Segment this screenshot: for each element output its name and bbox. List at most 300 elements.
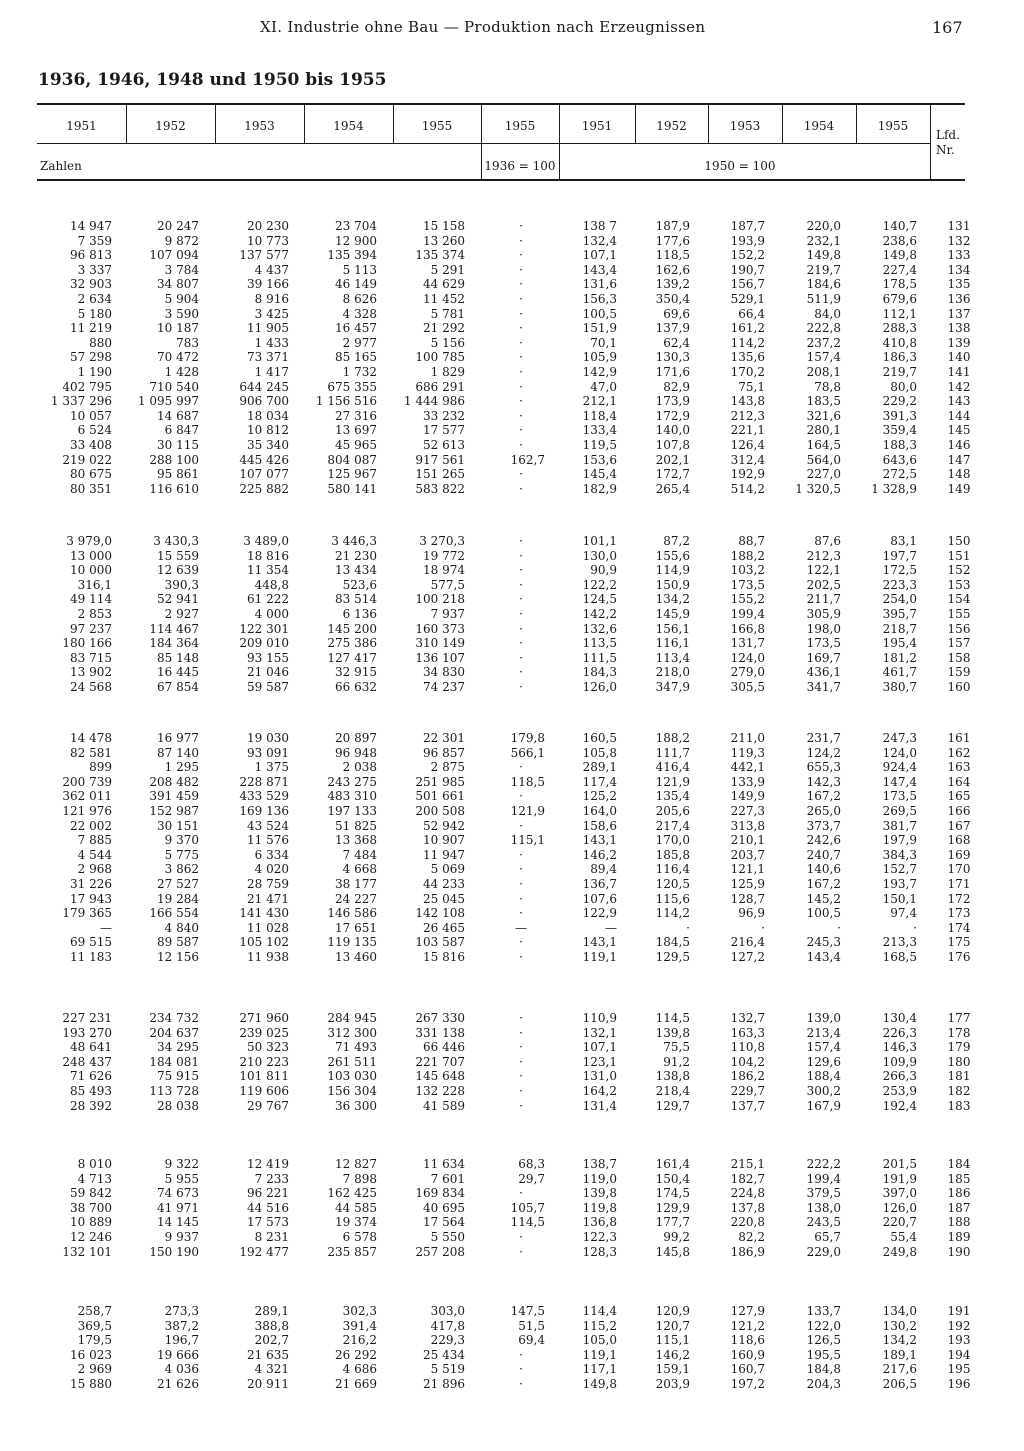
row-number: 183 — [947, 1098, 971, 1113]
table-cell: 82,2 — [738, 1230, 765, 1244]
table-cell: 199,4 — [806, 1171, 841, 1186]
table-cell: 258,7 — [77, 1304, 112, 1318]
table-cell: 25 434 — [423, 1347, 465, 1362]
table-cell: · — [519, 636, 523, 651]
table-cell: 142,9 — [582, 365, 617, 379]
table-cell: 205,6 — [655, 804, 690, 818]
table-cell: 119,1 — [582, 1347, 617, 1362]
table-cell: 192 477 — [239, 1244, 289, 1259]
table-cell: 13 000 — [70, 548, 112, 563]
table-cell: 2 634 — [77, 292, 112, 306]
table-cell: · — [519, 1347, 523, 1362]
table-cell: 120,5 — [655, 877, 690, 891]
row-number: 172 — [947, 891, 971, 906]
table-cell: 103,2 — [730, 563, 765, 578]
row-number: 186 — [947, 1186, 971, 1201]
table-cell: 156,7 — [730, 277, 765, 292]
table-cell: 50 323 — [247, 1040, 289, 1055]
table-cell: 6 334 — [254, 847, 289, 862]
table-cell: 253,9 — [882, 1084, 917, 1098]
table-cell: 6 524 — [77, 423, 112, 438]
table-cell: · — [519, 335, 523, 350]
table-cell: · — [519, 789, 523, 804]
table-cell: 186,3 — [882, 350, 917, 365]
table-cell: 120,7 — [655, 1318, 690, 1333]
table-cell: 305,9 — [806, 607, 841, 621]
table-cell: 11 576 — [247, 833, 289, 848]
table-cell: 151,9 — [582, 321, 617, 336]
row-number: 152 — [947, 563, 971, 578]
table-cell: 906 700 — [239, 394, 289, 409]
table-cell: 33 408 — [70, 438, 112, 452]
table-cell: 4 437 — [254, 262, 289, 277]
table-cell: 221,1 — [730, 423, 765, 438]
table-cell: 139,0 — [806, 1011, 841, 1025]
table-cell: 104,2 — [730, 1054, 765, 1069]
table-cell: 379,5 — [806, 1186, 841, 1201]
table-cell: 5 519 — [430, 1362, 465, 1377]
table-cell: 105,9 — [582, 350, 617, 365]
header-column-divider — [559, 105, 560, 143]
table-cell: 127,2 — [730, 950, 765, 964]
table-cell: 197,9 — [882, 833, 917, 848]
table-cell: 9 937 — [164, 1230, 199, 1244]
table-cell: · — [519, 1040, 523, 1055]
table-cell: 359,4 — [882, 423, 917, 438]
table-cell: 436,1 — [806, 665, 841, 680]
table-cell: 80 351 — [70, 481, 112, 496]
table-cell: — — [100, 920, 112, 935]
table-cell: · — [519, 862, 523, 877]
table-cell: 87,2 — [663, 534, 690, 548]
table-cell: 237,2 — [806, 335, 841, 350]
table-cell: 9 322 — [164, 1157, 199, 1171]
table-cell: 96,9 — [738, 906, 765, 921]
table-cell: 208,1 — [806, 365, 841, 379]
table-cell: 566,1 — [510, 745, 545, 760]
base-1950-label: 1950 = 100 — [704, 159, 776, 173]
table-cell: 213,3 — [882, 935, 917, 950]
table-cell: 96 813 — [70, 248, 112, 263]
table-cell: 160,7 — [730, 1362, 765, 1377]
row-number: 194 — [947, 1347, 971, 1362]
table-cell: 85 148 — [157, 650, 199, 665]
table-cell: 3 430,3 — [153, 534, 199, 548]
table-cell: 10 812 — [247, 423, 289, 438]
row-number: 136 — [947, 292, 971, 306]
table-cell: 155,2 — [730, 592, 765, 607]
table-cell: 5 550 — [430, 1230, 465, 1244]
table-cell: 269,5 — [882, 804, 917, 818]
row-number: 161 — [947, 731, 971, 745]
table-cell: 655,3 — [806, 760, 841, 775]
table-cell: 152 987 — [149, 804, 199, 818]
table-cell: 433 529 — [239, 789, 289, 804]
table-cell: 122,2 — [582, 577, 617, 592]
table-cell: 220,8 — [730, 1215, 765, 1230]
table-cell: 247,3 — [882, 731, 917, 745]
table-cell: 14 478 — [70, 731, 112, 745]
table-cell: · — [519, 577, 523, 592]
table-cell: 131,7 — [730, 636, 765, 651]
table-cell: 141 430 — [239, 906, 289, 921]
table-cell: 32 903 — [70, 277, 112, 292]
table-cell: 188,4 — [806, 1069, 841, 1084]
table-cell: 416,4 — [655, 760, 690, 775]
table-cell: 212,3 — [730, 408, 765, 423]
table-cell: · — [519, 665, 523, 680]
table-cell: 137,9 — [655, 321, 690, 336]
running-head: XI. Industrie ohne Bau — Produktion nach Erzeugnissen — [260, 18, 706, 36]
table-cell: 39 166 — [247, 277, 289, 292]
table-cell: 924,4 — [882, 760, 917, 775]
table-cell: 179,8 — [510, 731, 545, 745]
table-cell: 129,9 — [655, 1200, 690, 1215]
table-cell: 138,0 — [806, 1200, 841, 1215]
header-column-divider — [635, 105, 636, 143]
table-cell: 5 775 — [164, 847, 199, 862]
table-cell: 91,2 — [663, 1054, 690, 1069]
table-cell: 145 648 — [415, 1069, 465, 1084]
table-cell: 138 7 — [582, 219, 617, 233]
table-cell: 115,2 — [582, 1318, 617, 1333]
table-cell: 103 587 — [415, 935, 465, 950]
table-cell: 121,9 — [510, 804, 545, 818]
table-cell: 49 114 — [70, 592, 112, 607]
table-cell: 139,8 — [655, 1025, 690, 1040]
table-cell: 1 417 — [254, 365, 289, 379]
row-number: 139 — [947, 335, 971, 350]
table-cell: 265,0 — [806, 804, 841, 818]
table-cell: 96 857 — [423, 745, 465, 760]
table-cell: 168,5 — [882, 950, 917, 964]
row-number: 135 — [947, 277, 971, 292]
table-cell: 227,0 — [806, 467, 841, 482]
table-cell: 206,5 — [882, 1377, 917, 1391]
row-number: 175 — [947, 935, 971, 950]
table-cell: 9 872 — [164, 233, 199, 248]
table-cell: 177,7 — [655, 1215, 690, 1230]
table-cell: 95 861 — [157, 467, 199, 482]
row-number: 188 — [947, 1215, 971, 1230]
table-cell: 395,7 — [882, 607, 917, 621]
table-cell: 804 087 — [327, 452, 377, 467]
table-cell: 137,8 — [730, 1200, 765, 1215]
row-number: 142 — [947, 379, 971, 394]
table-cell: 7 898 — [342, 1171, 377, 1186]
table-cell: 4 544 — [77, 847, 112, 862]
table-cell: · — [519, 423, 523, 438]
table-cell: 160,9 — [730, 1347, 765, 1362]
table-cell: 122,0 — [806, 1318, 841, 1333]
row-number: 151 — [947, 548, 971, 563]
table-cell: 199,4 — [730, 607, 765, 621]
table-cell: 196,7 — [164, 1333, 199, 1348]
header-column-divider — [304, 105, 305, 143]
year-header: 1951 — [581, 119, 613, 133]
table-cell: 150,9 — [655, 577, 690, 592]
table-cell: 21 635 — [247, 1347, 289, 1362]
table-cell: 156 304 — [327, 1084, 377, 1098]
table-cell: 239 025 — [239, 1025, 289, 1040]
table-cell: 149,8 — [882, 248, 917, 263]
table-cell: 212,1 — [582, 394, 617, 409]
table-cell: · — [519, 760, 523, 775]
table-cell: 192,4 — [882, 1098, 917, 1113]
table-cell: 643,6 — [882, 452, 917, 467]
table-cell: 8 010 — [77, 1157, 112, 1171]
table-cell: 218,7 — [882, 621, 917, 636]
table-cell: 82,9 — [663, 379, 690, 394]
table-cell: 3 489,0 — [243, 534, 289, 548]
table-cell: 172,7 — [655, 467, 690, 482]
table-cell: 116,1 — [655, 636, 690, 651]
table-cell: 130,4 — [882, 1011, 917, 1025]
table-cell: 138,7 — [582, 1157, 617, 1171]
table-cell: 483 310 — [327, 789, 377, 804]
table-cell: 242,6 — [806, 833, 841, 848]
row-number: 146 — [947, 438, 971, 452]
header-column-divider — [393, 105, 394, 143]
table-cell: 96 948 — [335, 745, 377, 760]
table-cell: 133,4 — [582, 423, 617, 438]
table-cell: 391,4 — [342, 1318, 377, 1333]
year-header: 1952 — [155, 119, 186, 133]
table-cell: 13 902 — [70, 665, 112, 680]
table-cell: 5 781 — [430, 306, 465, 321]
table-cell: 21 471 — [247, 891, 289, 906]
row-number: 148 — [947, 467, 971, 482]
table-cell: 390,3 — [164, 577, 199, 592]
table-cell: 251 985 — [415, 774, 465, 789]
table-cell: 26 465 — [423, 920, 465, 935]
row-number: 196 — [947, 1377, 971, 1391]
table-cell: 132,6 — [582, 621, 617, 636]
table-cell: 410,8 — [882, 335, 917, 350]
table-cell: 135,6 — [730, 350, 765, 365]
table-cell: 171,6 — [655, 365, 690, 379]
row-number: 191 — [947, 1304, 971, 1318]
table-cell: · — [519, 350, 523, 365]
table-cell: 644 245 — [239, 379, 289, 394]
table-cell: 115,1 — [655, 1333, 690, 1348]
table-cell: 362 011 — [62, 789, 112, 804]
table-cell: 114,9 — [655, 563, 690, 578]
table-cell: · — [519, 548, 523, 563]
row-number: 134 — [947, 262, 971, 277]
table-cell: 170,2 — [730, 365, 765, 379]
table-cell: 373,7 — [806, 818, 841, 833]
table-cell: 130,0 — [582, 548, 617, 563]
table-cell: 347,9 — [655, 680, 690, 694]
table-cell: 675 355 — [327, 379, 377, 394]
table-cell: 21 046 — [247, 665, 289, 680]
table-cell: 182,9 — [582, 481, 617, 496]
table-cell: 271 960 — [239, 1011, 289, 1025]
table-cell: 783 — [176, 335, 199, 350]
table-cell: 17 943 — [70, 891, 112, 906]
table-cell: 227,4 — [882, 262, 917, 277]
row-number: 149 — [947, 481, 971, 496]
table-cell: 5 904 — [164, 292, 199, 306]
table-cell: 8 231 — [254, 1230, 289, 1244]
table-cell: 119,0 — [582, 1171, 617, 1186]
table-cell: 70,1 — [590, 335, 617, 350]
table-cell: 145,2 — [806, 891, 841, 906]
table-cell: 231,7 — [806, 731, 841, 745]
table-cell: 173,5 — [730, 577, 765, 592]
table-cell: 153,6 — [582, 452, 617, 467]
header-column-divider — [708, 105, 709, 143]
table-cell: 20 897 — [335, 731, 377, 745]
table-cell: · — [519, 680, 523, 694]
table-cell: 113,5 — [582, 636, 617, 651]
table-cell: 686 291 — [415, 379, 465, 394]
table-cell: 917 561 — [415, 452, 465, 467]
table-cell: 23 704 — [335, 219, 377, 233]
table-cell: 6 578 — [342, 1230, 377, 1244]
table-cell: 157,4 — [806, 1040, 841, 1055]
table-cell: 216,4 — [730, 935, 765, 950]
table-cell: 122 301 — [239, 621, 289, 636]
table-cell: 35 340 — [247, 438, 289, 452]
row-number: 195 — [947, 1362, 971, 1377]
table-cell: 145,8 — [655, 1244, 690, 1259]
year-header: 1955 — [421, 119, 453, 133]
table-cell: 27 527 — [157, 877, 199, 891]
table-cell: 118,4 — [582, 408, 617, 423]
table-cell: 38 700 — [70, 1200, 112, 1215]
table-cell: 55,4 — [890, 1230, 917, 1244]
table-cell: 29,7 — [518, 1171, 545, 1186]
table-cell: 117,4 — [582, 774, 617, 789]
table-cell: 188,2 — [730, 548, 765, 563]
table-cell: 331 138 — [415, 1025, 465, 1040]
header-middle-rule — [37, 143, 930, 144]
year-header: 1954 — [333, 119, 364, 133]
table-cell: 19 284 — [157, 891, 199, 906]
row-number: 158 — [947, 650, 971, 665]
table-cell: · — [519, 650, 523, 665]
table-cell: 3 446,3 — [331, 534, 377, 548]
table-cell: 13 434 — [335, 563, 377, 578]
table-cell: 402 795 — [62, 379, 112, 394]
table-cell: 116,4 — [655, 862, 690, 877]
header-top-rule — [37, 103, 965, 105]
table-cell: 189,1 — [882, 1347, 917, 1362]
table-cell: 2 977 — [342, 335, 377, 350]
table-cell: 143,8 — [730, 394, 765, 409]
table-cell: 21 669 — [335, 1377, 377, 1391]
table-cell: 140,0 — [655, 423, 690, 438]
table-cell: 113,4 — [655, 650, 690, 665]
table-cell: 24 568 — [70, 680, 112, 694]
table-cell: · — [519, 621, 523, 636]
table-cell: 140,6 — [806, 862, 841, 877]
table-cell: 181,2 — [882, 650, 917, 665]
table-cell: 461,7 — [882, 665, 917, 680]
table-cell: 126,4 — [730, 438, 765, 452]
row-number: 193 — [947, 1333, 971, 1348]
table-cell: 167,2 — [806, 789, 841, 804]
table-cell: 222,2 — [806, 1157, 841, 1171]
table-cell: 16 445 — [157, 665, 199, 680]
table-cell: 280,1 — [806, 423, 841, 438]
table-cell: 204 637 — [149, 1025, 199, 1040]
table-cell: 125,9 — [730, 877, 765, 891]
table-cell: · — [913, 920, 917, 935]
table-cell: 227 231 — [62, 1011, 112, 1025]
table-cell: 133,7 — [806, 1304, 841, 1318]
table-cell: 119 606 — [239, 1084, 289, 1098]
table-cell: 151 265 — [415, 467, 465, 482]
table-cell: 26 292 — [335, 1347, 377, 1362]
table-cell: 145 200 — [327, 621, 377, 636]
table-cell: 45 965 — [335, 438, 377, 452]
table-cell: 114,4 — [582, 1304, 617, 1318]
table-cell: 115,6 — [655, 891, 690, 906]
table-cell: 85 493 — [70, 1084, 112, 1098]
table-cell: 265,4 — [655, 481, 690, 496]
row-number: 182 — [947, 1084, 971, 1098]
table-cell: 208 482 — [149, 774, 199, 789]
table-cell: 4 668 — [342, 862, 377, 877]
row-number: 156 — [947, 621, 971, 636]
table-cell: 3 784 — [164, 262, 199, 277]
table-cell: 202,1 — [655, 452, 690, 467]
table-cell: 1 337 296 — [50, 394, 112, 409]
table-cell: 67 854 — [157, 680, 199, 694]
table-cell: 162 425 — [327, 1186, 377, 1201]
table-cell: 96 221 — [247, 1186, 289, 1201]
table-cell: 17 577 — [423, 423, 465, 438]
table-cell: 124,5 — [582, 592, 617, 607]
table-cell: 80 675 — [70, 467, 112, 482]
table-cell: 17 651 — [335, 920, 377, 935]
table-cell: · — [519, 277, 523, 292]
table-cell: 152,2 — [730, 248, 765, 263]
table-cell: 4 713 — [77, 1171, 112, 1186]
table-cell: 99,2 — [663, 1230, 690, 1244]
table-cell: 583 822 — [415, 481, 465, 496]
table-cell: 18 816 — [247, 548, 289, 563]
row-number: 150 — [947, 534, 971, 548]
table-cell: 122,9 — [582, 906, 617, 921]
table-cell: 73 371 — [247, 350, 289, 365]
table-cell: 1 829 — [430, 365, 465, 379]
table-cell: 47,0 — [590, 379, 617, 394]
table-cell: · — [519, 481, 523, 496]
table-cell: 146,2 — [582, 847, 617, 862]
table-cell: 179 365 — [62, 906, 112, 921]
table-cell: 40 695 — [423, 1200, 465, 1215]
row-number: 177 — [947, 1011, 971, 1025]
table-cell: 192,9 — [730, 467, 765, 482]
table-cell: 43 524 — [247, 818, 289, 833]
table-cell: 159,1 — [655, 1362, 690, 1377]
table-cell: 162,7 — [510, 452, 545, 467]
table-cell: 44 233 — [423, 877, 465, 891]
table-cell: 173,5 — [882, 789, 917, 804]
table-cell: 122,3 — [582, 1230, 617, 1244]
table-cell: 188,3 — [882, 438, 917, 452]
table-cell: 184,5 — [655, 935, 690, 950]
table-cell: 131,6 — [582, 277, 617, 292]
table-cell: 48 641 — [70, 1040, 112, 1055]
table-cell: 1 295 — [164, 760, 199, 775]
row-number: 167 — [947, 818, 971, 833]
table-cell: 74 673 — [157, 1186, 199, 1201]
